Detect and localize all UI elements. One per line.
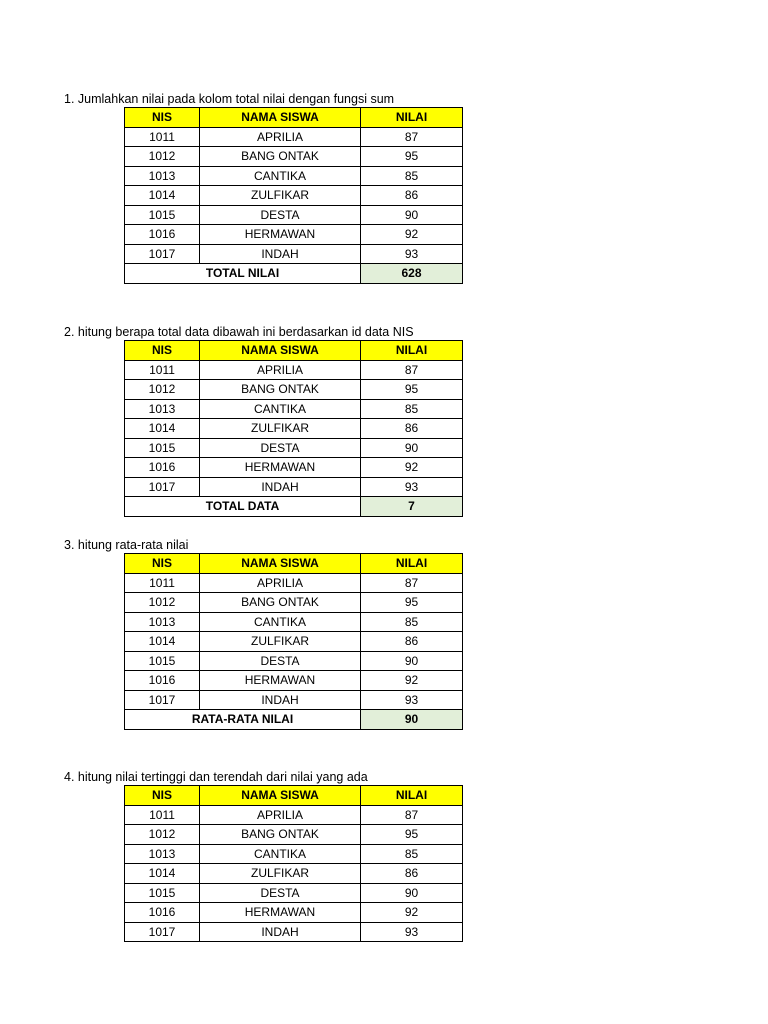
cell-nama: CANTIKA	[200, 399, 361, 419]
table-row	[125, 380, 463, 400]
cell-nilai: 90	[361, 883, 463, 903]
cell-nama: INDAH	[200, 477, 361, 497]
cell-nama: CANTIKA	[200, 612, 361, 632]
cell-nilai: 95	[361, 147, 463, 167]
cell-nis: 1014	[125, 864, 200, 884]
table-row	[125, 844, 463, 864]
total-row	[125, 710, 463, 730]
section-3-caption: 3. hitung rata-rata nilai	[64, 538, 189, 552]
cell-nama: DESTA	[200, 651, 361, 671]
cell-nama: HERMAWAN	[200, 458, 361, 478]
header-nis: NIS	[125, 554, 200, 574]
cell-nama: APRILIA	[200, 127, 361, 147]
section-2-caption: 2. hitung berapa total data dibawah ini berdasarkan id data NIS	[64, 325, 414, 339]
total-data-value[interactable]: 7	[361, 497, 463, 517]
table-row	[125, 127, 463, 147]
table-row	[125, 458, 463, 478]
cell-nis: 1017	[125, 244, 200, 264]
cell-nis: 1016	[125, 903, 200, 923]
table-row	[125, 651, 463, 671]
cell-nis: 1015	[125, 651, 200, 671]
table-row	[125, 593, 463, 613]
cell-nama: ZULFIKAR	[200, 632, 361, 652]
cell-nama: INDAH	[200, 922, 361, 942]
table-row	[125, 922, 463, 942]
cell-nama: INDAH	[200, 244, 361, 264]
cell-nilai: 90	[361, 651, 463, 671]
header-nilai: NILAI	[361, 341, 463, 361]
table-header-row	[125, 554, 463, 574]
cell-nis: 1011	[125, 573, 200, 593]
cell-nama: ZULFIKAR	[200, 186, 361, 206]
cell-nis: 1011	[125, 360, 200, 380]
cell-nilai: 86	[361, 186, 463, 206]
section-3-table	[124, 553, 463, 730]
cell-nama: DESTA	[200, 205, 361, 225]
cell-nis: 1012	[125, 380, 200, 400]
cell-nis: 1016	[125, 671, 200, 691]
section-2-table	[124, 340, 463, 517]
table-row	[125, 186, 463, 206]
table-row	[125, 244, 463, 264]
cell-nilai: 90	[361, 205, 463, 225]
cell-nis: 1015	[125, 883, 200, 903]
cell-nilai: 86	[361, 864, 463, 884]
cell-nis: 1015	[125, 205, 200, 225]
cell-nama: HERMAWAN	[200, 225, 361, 245]
table-row	[125, 205, 463, 225]
cell-nilai: 95	[361, 593, 463, 613]
section-1-caption: 1. Jumlahkan nilai pada kolom total nilai dengan fungsi sum	[64, 92, 395, 106]
table-row	[125, 632, 463, 652]
cell-nis: 1013	[125, 399, 200, 419]
total-nilai-value[interactable]: 628	[361, 264, 463, 284]
cell-nis: 1014	[125, 419, 200, 439]
table-row	[125, 612, 463, 632]
cell-nama: HERMAWAN	[200, 903, 361, 923]
cell-nis: 1012	[125, 147, 200, 167]
header-nama-siswa: NAMA SISWA	[200, 786, 361, 806]
table-row	[125, 438, 463, 458]
table-header-row	[125, 786, 463, 806]
cell-nis: 1017	[125, 922, 200, 942]
cell-nilai: 87	[361, 573, 463, 593]
table-header-row	[125, 108, 463, 128]
table-row	[125, 399, 463, 419]
table-row	[125, 883, 463, 903]
cell-nis: 1013	[125, 166, 200, 186]
cell-nama: APRILIA	[200, 805, 361, 825]
cell-nilai: 86	[361, 632, 463, 652]
rata-rata-nilai-label: RATA-RATA NILAI	[125, 710, 361, 730]
cell-nama: INDAH	[200, 690, 361, 710]
cell-nilai: 93	[361, 477, 463, 497]
cell-nama: CANTIKA	[200, 844, 361, 864]
cell-nama: CANTIKA	[200, 166, 361, 186]
cell-nilai: 87	[361, 360, 463, 380]
cell-nis: 1016	[125, 458, 200, 478]
cell-nama: BANG ONTAK	[200, 147, 361, 167]
section-1-table	[124, 107, 463, 284]
header-nama-siswa: NAMA SISWA	[200, 554, 361, 574]
cell-nis: 1015	[125, 438, 200, 458]
table-row	[125, 166, 463, 186]
cell-nilai: 92	[361, 903, 463, 923]
table-row	[125, 225, 463, 245]
cell-nilai: 95	[361, 825, 463, 845]
cell-nama: ZULFIKAR	[200, 419, 361, 439]
header-nilai: NILAI	[361, 554, 463, 574]
cell-nis: 1012	[125, 593, 200, 613]
table-row	[125, 864, 463, 884]
cell-nilai: 93	[361, 244, 463, 264]
total-nilai-label: TOTAL NILAI	[125, 264, 361, 284]
section-4-table	[124, 785, 463, 942]
cell-nilai: 85	[361, 612, 463, 632]
total-row	[125, 264, 463, 284]
cell-nama: APRILIA	[200, 573, 361, 593]
cell-nilai: 93	[361, 922, 463, 942]
cell-nama: APRILIA	[200, 360, 361, 380]
cell-nama: DESTA	[200, 883, 361, 903]
cell-nama: HERMAWAN	[200, 671, 361, 691]
header-nis: NIS	[125, 786, 200, 806]
cell-nilai: 92	[361, 458, 463, 478]
table-header-row	[125, 341, 463, 361]
cell-nis: 1011	[125, 127, 200, 147]
total-data-label: TOTAL DATA	[125, 497, 361, 517]
total-row	[125, 497, 463, 517]
cell-nama: ZULFIKAR	[200, 864, 361, 884]
cell-nama: BANG ONTAK	[200, 593, 361, 613]
cell-nilai: 85	[361, 399, 463, 419]
cell-nilai: 85	[361, 844, 463, 864]
table-row	[125, 805, 463, 825]
table-row	[125, 671, 463, 691]
rata-rata-nilai-value[interactable]: 90	[361, 710, 463, 730]
table-row	[125, 477, 463, 497]
table-row	[125, 573, 463, 593]
cell-nilai: 87	[361, 805, 463, 825]
cell-nilai: 92	[361, 225, 463, 245]
header-nis: NIS	[125, 108, 200, 128]
cell-nilai: 86	[361, 419, 463, 439]
section-4-caption: 4. hitung nilai tertinggi dan terendah dari nilai yang ada	[64, 770, 368, 784]
cell-nama: DESTA	[200, 438, 361, 458]
table-row	[125, 690, 463, 710]
cell-nis: 1013	[125, 612, 200, 632]
table-row	[125, 360, 463, 380]
table-row	[125, 419, 463, 439]
cell-nilai: 87	[361, 127, 463, 147]
table-row	[125, 825, 463, 845]
cell-nis: 1017	[125, 477, 200, 497]
cell-nis: 1013	[125, 844, 200, 864]
cell-nilai: 93	[361, 690, 463, 710]
cell-nis: 1014	[125, 632, 200, 652]
cell-nilai: 95	[361, 380, 463, 400]
cell-nis: 1012	[125, 825, 200, 845]
cell-nis: 1016	[125, 225, 200, 245]
cell-nama: BANG ONTAK	[200, 380, 361, 400]
table-row	[125, 147, 463, 167]
header-nama-siswa: NAMA SISWA	[200, 341, 361, 361]
cell-nilai: 85	[361, 166, 463, 186]
header-nama-siswa: NAMA SISWA	[200, 108, 361, 128]
cell-nilai: 92	[361, 671, 463, 691]
cell-nilai: 90	[361, 438, 463, 458]
header-nilai: NILAI	[361, 786, 463, 806]
cell-nis: 1014	[125, 186, 200, 206]
header-nis: NIS	[125, 341, 200, 361]
header-nilai: NILAI	[361, 108, 463, 128]
table-row	[125, 903, 463, 923]
cell-nis: 1011	[125, 805, 200, 825]
cell-nama: BANG ONTAK	[200, 825, 361, 845]
cell-nis: 1017	[125, 690, 200, 710]
